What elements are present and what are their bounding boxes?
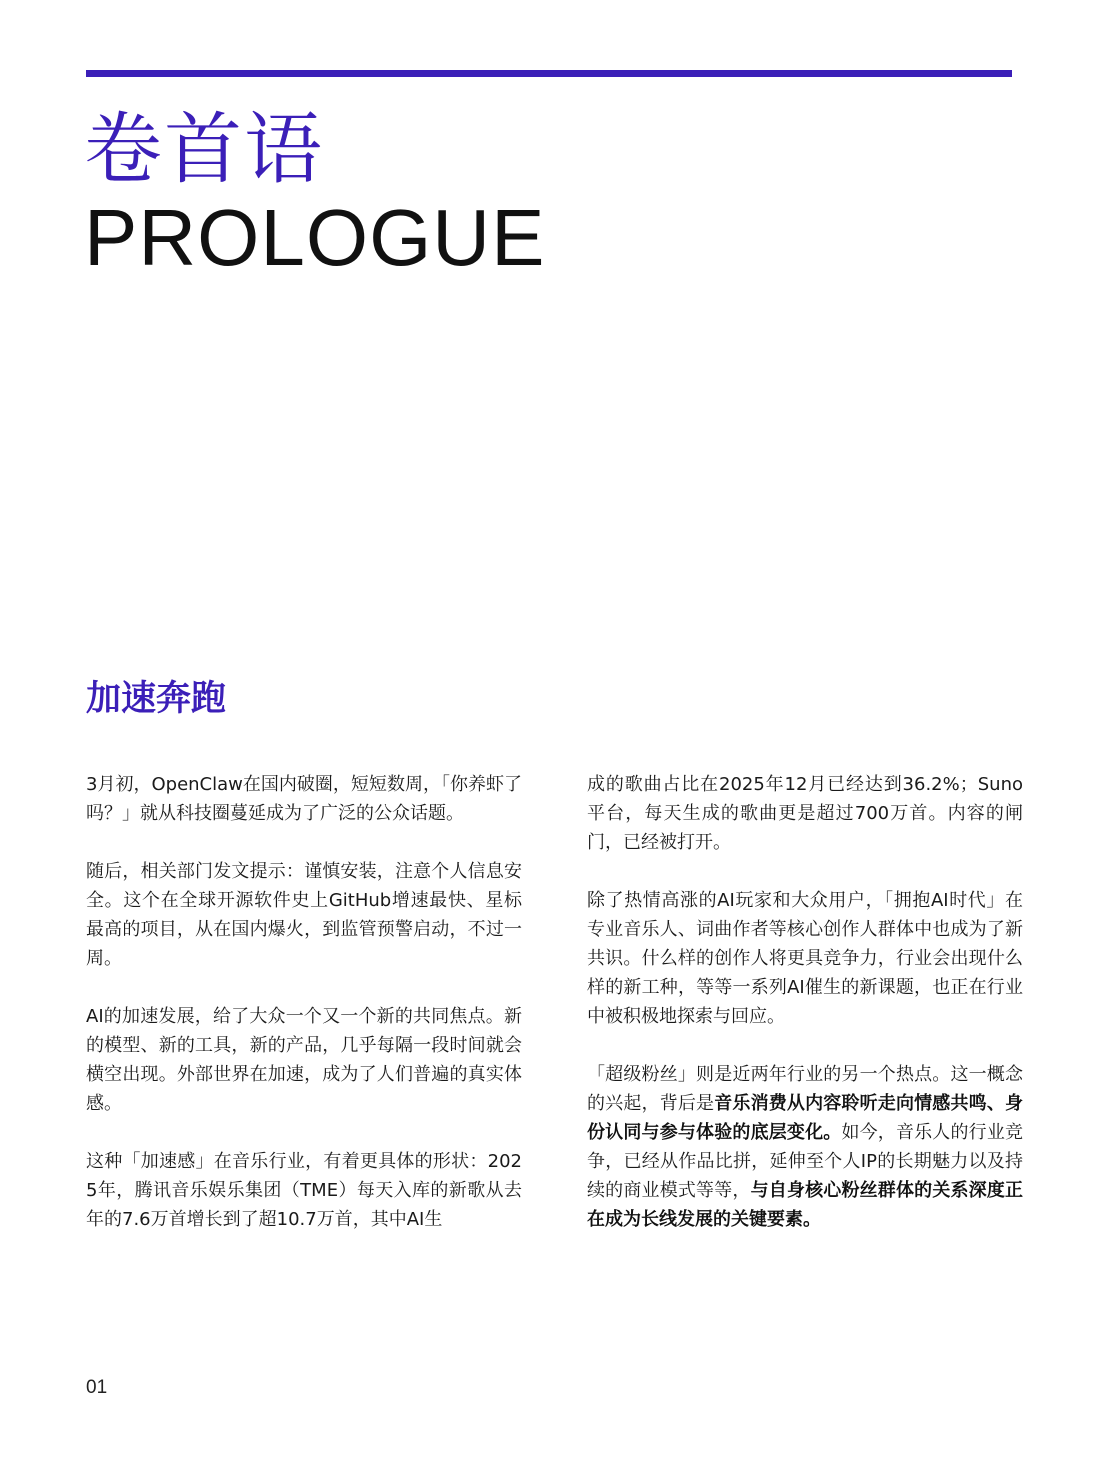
paragraph-7-text-b: 如今，音乐人的行业竞争，已经从作品比拼，延伸至个人IP的长期魅力以及持续的商业模式等等， [587, 1122, 1024, 1201]
paragraph-5: 成的歌曲占比在2025年12月已经达到36.2%；Suno平台，每天生成的歌曲更是超过700万首。内容的闸门，已经被打开。 [587, 774, 1023, 853]
top-accent-rule [86, 70, 1012, 77]
right-text-column [587, 770, 1023, 1263]
paragraph-7-text-a: 「超级粉丝」则是近两年行业的另一个热点。这一概念的兴起，背后是 [587, 1064, 1023, 1114]
paragraph-4: 这种「加速感」在音乐行业，有着更具体的形状：2025年，腾讯音乐娱乐集团（TME）每天入库的新歌从去年的7.6万首增长到了超10.7万首，其中AI生 [86, 1151, 522, 1230]
paragraph-7 [587, 1060, 1023, 1234]
left-text-column [86, 770, 522, 1263]
page-number: 01 [86, 1377, 108, 1398]
paragraph-2: 随后，相关部门发文提示：谨慎安装，注意个人信息安全。这个在全球开源软件史上GitHub增速最快、星标最高的项目，从在国内爆火，到监管预警启动，不过一周。 [86, 861, 522, 969]
paragraph-6: 除了热情高涨的AI玩家和大众用户，「拥抱AI时代」在专业音乐人、词曲作者等核心创作人群体中也成为了新共识。什么样的创作人将更具竞争力，行业会出现什么样的新工种，等等一系列AI催生的新课题，也正在行业中被积极地探索与回应。 [587, 890, 1023, 1027]
page-title-chinese: 卷首语 [84, 105, 325, 195]
paragraph-3: AI的加速发展，给了大众一个又一个新的共同焦点。新的模型、新的工具，新的产品，几乎每隔一段时间就会横空出现。外部世界在加速，成为了人们普遍的真实体感。 [86, 1006, 522, 1114]
paragraph-7-emphasis-a: 音乐消费从内容聆听走向情感共鸣、身份认同与参与体验的底层变化。 [587, 1093, 1023, 1143]
paragraph-1: 3月初，OpenClaw在国内破圈，短短数周，「你养虾了吗？」就从科技圈蔓延成为了广泛的公众话题。 [86, 774, 522, 824]
page-title-english: PROLOGUE [84, 193, 546, 282]
paragraph-7-emphasis-b: 与自身核心粉丝群体的关系深度正在成为长线发展的关键要素。 [587, 1180, 1024, 1230]
section-heading: 加速奔跑 [86, 679, 227, 719]
